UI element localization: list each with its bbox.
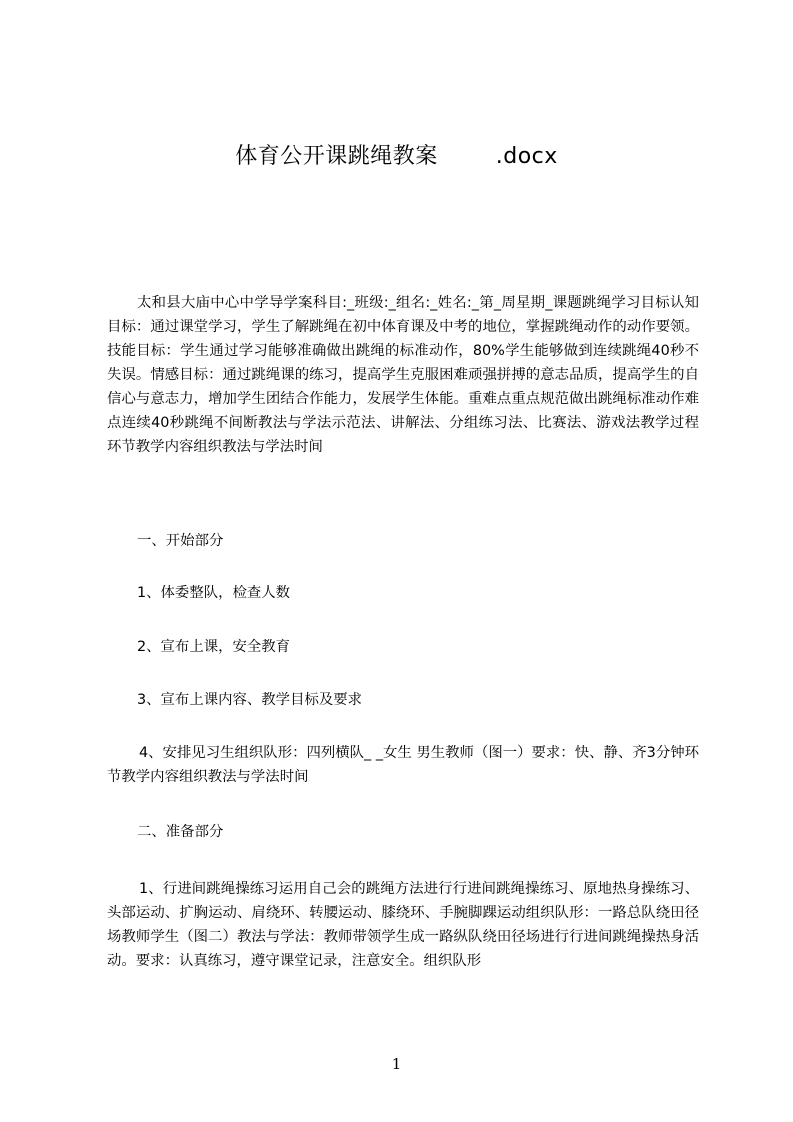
list-item: 1、行进间跳绳操练习运用自己会的跳绳方法进行行进间跳绳操练习、原地热身操练习、头部运动、扩胸运动、肩绕环、转腰运动、膝绕环、手腕脚踝运动组织队形：一路总队绕田径场教师学生（图二）教法与学法：教师带领学生成一路纵队绕田径场进行行进间跳绳操热身活动。要求：认真练习，遵守课堂记录，注意安全。组织队形 [107, 881, 699, 969]
section-heading-start: 一、开始部分 [137, 533, 224, 549]
list-item: 4、安排见习生组织队形：四列横队_ _女生 男生教师（图一）要求：快、静、齐3分钟环节教学内容组织教法与学法时间 [107, 745, 699, 785]
title-extension: .docx [495, 144, 558, 169]
title-text: 体育公开课跳绳教案 [235, 144, 438, 169]
document-title [0, 142, 793, 172]
list-item: 1、体委整队，检查人数 [137, 585, 291, 601]
intro-paragraph: 太和县大庙中心中学导学案科目:_班级:_组名:_姓名:_第_周星期_课题跳绳学习目标认知目标：通过课堂学习，学生了解跳绳在初中体育课及中考的地位，掌握跳绳动作的动作要领。技能目标：学生通过学习能够准确做出跳绳的标准动作，80%学生能够做到连续跳绳40秒不失误。情感目标：通过跳绳课的练习，提高学生克服困难顽强拼搏的意志品质，提高学生的自信心与意志力，增加学生团结合作能力，发展学生体能。重难点重点规范做出跳绳标准动作难点连续40秒跳绳不间断教法与学法示范法、讲解法、分组练习法、比赛法、游戏法教学过程环节教学内容组织教法与学法时间 [107, 295, 699, 455]
list-item: 2、宣布上课，安全教育 [137, 639, 291, 655]
list-item: 3、宣布上课内容、教学目标及要求 [137, 692, 363, 708]
section-heading-prep: 二、准备部分 [137, 824, 224, 840]
page-number: 1 [391, 1055, 402, 1073]
